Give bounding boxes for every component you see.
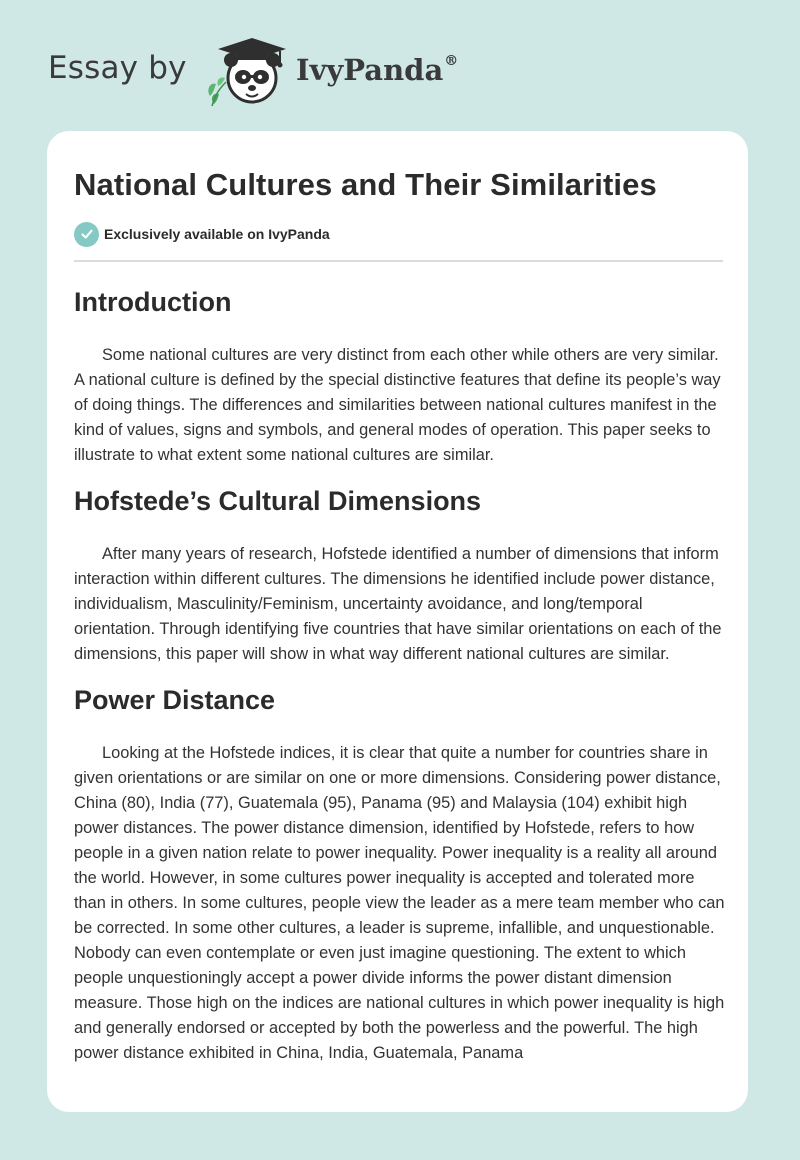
brand-name-text: IvyPanda [296,53,444,87]
section-heading-hofstede: Hofstede’s Cultural Dimensions [74,486,482,516]
essay-body [74,281,726,1066]
section-paragraph-introduction: Some national cultures are very distinct from each other while others are very similar. A national culture is defined by the special distinctive features that define its people’s way of doing things. The differences and similarities between national cultures manifest in the kind of values, signs and symbols, and general modes of operation. This paper seeks to illustrate to what extent some national cultures are similar. [74,346,721,464]
title-divider [74,260,723,262]
section-paragraph-power-distance: Looking at the Hofstede indices, it is clear that quite a number for countries share in given orientations or are similar on one or more dimensions. Considering power distance, China (80), India (77), Guatemala (95), Panama (95) and Malaysia (104) exhibit high power distances. The power distance dimension, identified by Hofstede, refers to how people in a given nation relate to power inequality. Power inequality is a reality all around the world. However, in some cultures power inequality is accepted and tolerated more than in others. In some cultures, people view the leader as a mere team member who can be corrected. In some other cultures, a leader is supreme, infallible, and unquestionable. Nobody can even contemplate or even just imagine questioning. The extent to which people unquestioningly accept a power divide informs the power distant dimension measure. Those high on the indices are national cultures in which power inequality is high and generally endorsed or accepted by both the powerless and the powerful. The high power distance exhibited in China, India, Guatemala, Panama [74,744,725,1062]
essay-by-label: Essay by [48,50,187,86]
brand-name[interactable] [296,53,458,87]
site-header [0,0,800,130]
section-heading-introduction: Introduction [74,287,232,317]
checkmark-icon [74,222,99,247]
page-title: National Cultures and Their Similarities [74,167,657,202]
section-heading-power-distance: Power Distance [74,685,276,715]
registered-mark: ® [444,53,459,70]
section-paragraph-hofstede: After many years of research, Hofstede identified a number of dimensions that inform interaction within different cultures. The dimensions he identified include power distance, individualism, Masculinity/Feminism, uncertainty avoidance, and long/temporal orientation. Through identifying five countries that have similar orientations on each of the dimensions, this paper will show in what way different national cultures are similar. [74,545,722,663]
panda-graduate-logo-icon[interactable] [200,34,296,110]
ivy-leaf-icon [208,77,226,106]
essay-card [47,131,748,1112]
badge-text: Exclusively available on IvyPanda [104,226,330,242]
exclusive-badge [74,221,330,247]
